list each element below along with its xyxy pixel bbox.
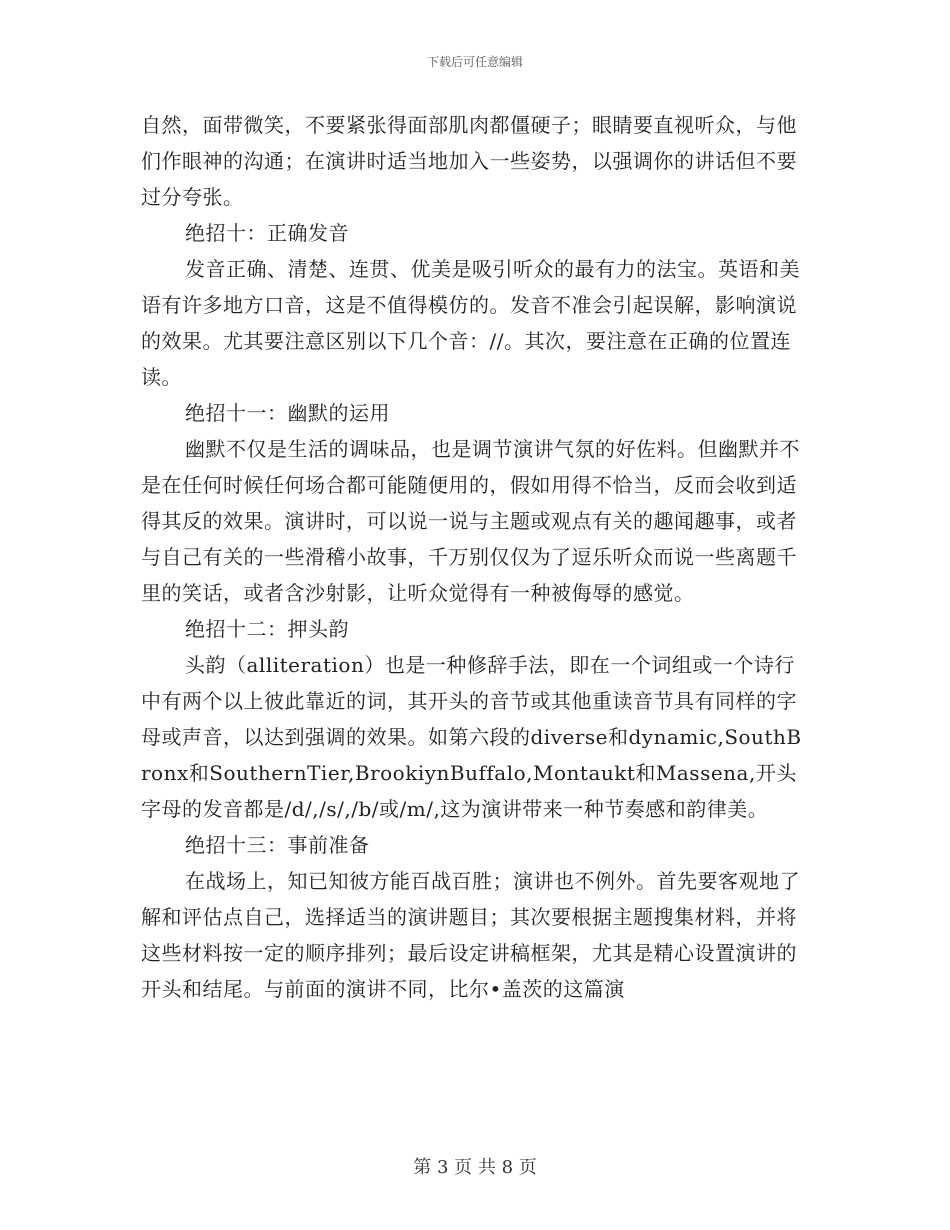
page-footer: 第 3 页 共 8 页: [413, 1157, 537, 1178]
paragraph-tip-10: 发音正确、清楚、连贯、优美是吸引听众的最有力的法宝。英语和美语有许多地方口音，这是不值得模仿的。发音不准会引起误解，影响演说的效果。尤其要注意区别以下几个音：//。其次，要注意在正确的位置连读。: [141, 257, 800, 389]
heading-tip-13: 绝招十三：事前准备: [185, 833, 370, 857]
heading-tip-10: 绝招十：正确发音: [185, 221, 349, 245]
document-body: [141, 107, 811, 1007]
paragraph-tip-11: 幽默不仅是生活的调味品，也是调节演讲气氛的好佐料。但幽默并不是在任何时候任何场合都可能随便用的，假如用得不恰当，反而会收到适得其反的效果。演讲时，可以说一说与主题或观点有关的趣闻趣事，或者与自己有关的一些滑稽小故事，千万别仅仅为了逗乐听众而说一些离题千里的笑话，或者含沙射影，让听众觉得有一种被侮辱的感觉。: [141, 437, 800, 605]
paragraph-intro: 自然，面带微笑，不要紧张得面部肌肉都僵硬子；眼睛要直视听众，与他们作眼神的沟通；在演讲时适当地加入一些姿势，以强调你的讲话但不要过分夸张。: [141, 113, 797, 209]
paragraph-tip-12: 头韵（alliteration）也是一种修辞手法，即在一个词组或一个诗行中有两个以上彼此靠近的词，其开头的音节或其他重读音节具有同样的字母或声音，以达到强调的效果。如第六段的diverse和dynamic,SouthBronx和SouthernTier,BrookiynBuffalo,Montaukt和Massena,开头字母的发音都是/d/,/s/,/b/或/m/,这为演讲带来一种节奏感和韵律美。: [141, 653, 802, 821]
page-header: 下载后可任意编辑: [426, 55, 523, 69]
heading-tip-11: 绝招十一：幽默的运用: [185, 401, 390, 425]
paragraph-tip-13: 在战场上，知已知彼方能百战百胜；演讲也不例外。首先要客观地了解和评估点自己，选择适当的演讲题目；其次要根据主题搜集材料，并将这些材料按一定的顺序排列；最后设定讲稿框架，尤其是精心设置演讲的开头和结尾。与前面的演讲不同，比尔•盖茨的这篇演: [141, 869, 800, 1001]
heading-tip-12: 绝招十二：押头韵: [185, 617, 349, 641]
